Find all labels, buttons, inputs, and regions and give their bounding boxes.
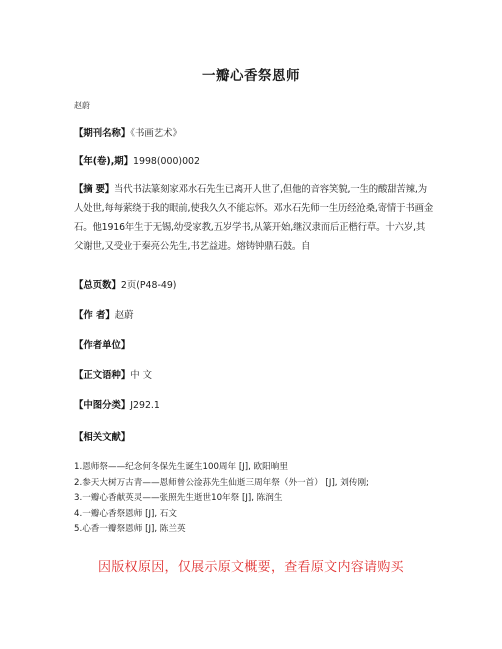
language-field bbox=[74, 366, 434, 385]
author-label: 【作 者】 bbox=[74, 310, 115, 321]
related-item[interactable]: 1.恩师祭——纪念何冬保先生诞生100周年 [J], 欧阳晌里 bbox=[74, 462, 288, 472]
year-value: 1998(000)002 bbox=[133, 156, 200, 167]
related-item[interactable]: 4.一瓣心香祭恩师 [J], 石文 bbox=[74, 508, 177, 519]
language-value: 中 文 bbox=[130, 370, 152, 381]
pages-field bbox=[74, 276, 434, 295]
pages-label: 【总页数】 bbox=[74, 280, 121, 291]
journal-field bbox=[74, 124, 434, 143]
author-field bbox=[74, 306, 434, 325]
author-value: 赵蔚 bbox=[114, 310, 134, 321]
language-label: 【正文语种】 bbox=[74, 370, 131, 381]
classification-value: J292.1 bbox=[130, 400, 160, 411]
related-item[interactable]: 3.一瓣心香献英灵——张照先生逝世10年祭 [J], 陈润生 bbox=[74, 493, 283, 504]
journal-label: 【期刊名称】 bbox=[74, 128, 131, 139]
classification-field bbox=[74, 396, 434, 415]
related-item[interactable]: 2.参天大树万古青——恩师曾公淦荪先生仙逝三周年祭（外一首） [J], 刘传刚; bbox=[74, 477, 369, 488]
author-byline: 赵蔚 bbox=[74, 101, 90, 110]
abstract-label: 【摘 要】 bbox=[74, 184, 115, 195]
journal-value: 《书画艺术》 bbox=[130, 128, 182, 139]
pages-value: 2页(P48-49) bbox=[120, 280, 177, 291]
abstract-value: 当代书法篆刻家邓水石先生已离开人世了,但他的音容笑貌,一生的酸甜苦辣,为人处世,每每萦绕于我的眼前,使我久久不能忘怀。邓水石先师一生历经沧桑,寄情于书画金石。他1916年生于无锡,幼受家教,五岁学书,从篆开始,继汉隶而后正楷行草。十六岁,其父谢世,又受业于秦亮公先生,书艺益进。熔铸钟鼎石鼓。自 bbox=[74, 184, 434, 252]
related-label: 【相关文献】 bbox=[74, 432, 131, 443]
related-list bbox=[74, 460, 454, 538]
classification-label: 【中图分类】 bbox=[74, 400, 131, 411]
document-title: 一瓣心香祭恩师 bbox=[202, 68, 300, 84]
unit-label: 【作者单位】 bbox=[74, 340, 131, 351]
related-item[interactable]: 5.心香一瓣祭恩师 [J], 陈兰英 bbox=[74, 524, 186, 535]
unit-field bbox=[74, 336, 434, 355]
abstract-field bbox=[74, 180, 434, 256]
copyright-notice[interactable]: 因版权原因，仅展示原文概要，查看原文内容请购买 bbox=[98, 560, 404, 575]
related-field bbox=[74, 428, 434, 447]
year-label: 【年(卷),期】 bbox=[74, 156, 134, 167]
year-field bbox=[74, 152, 434, 171]
